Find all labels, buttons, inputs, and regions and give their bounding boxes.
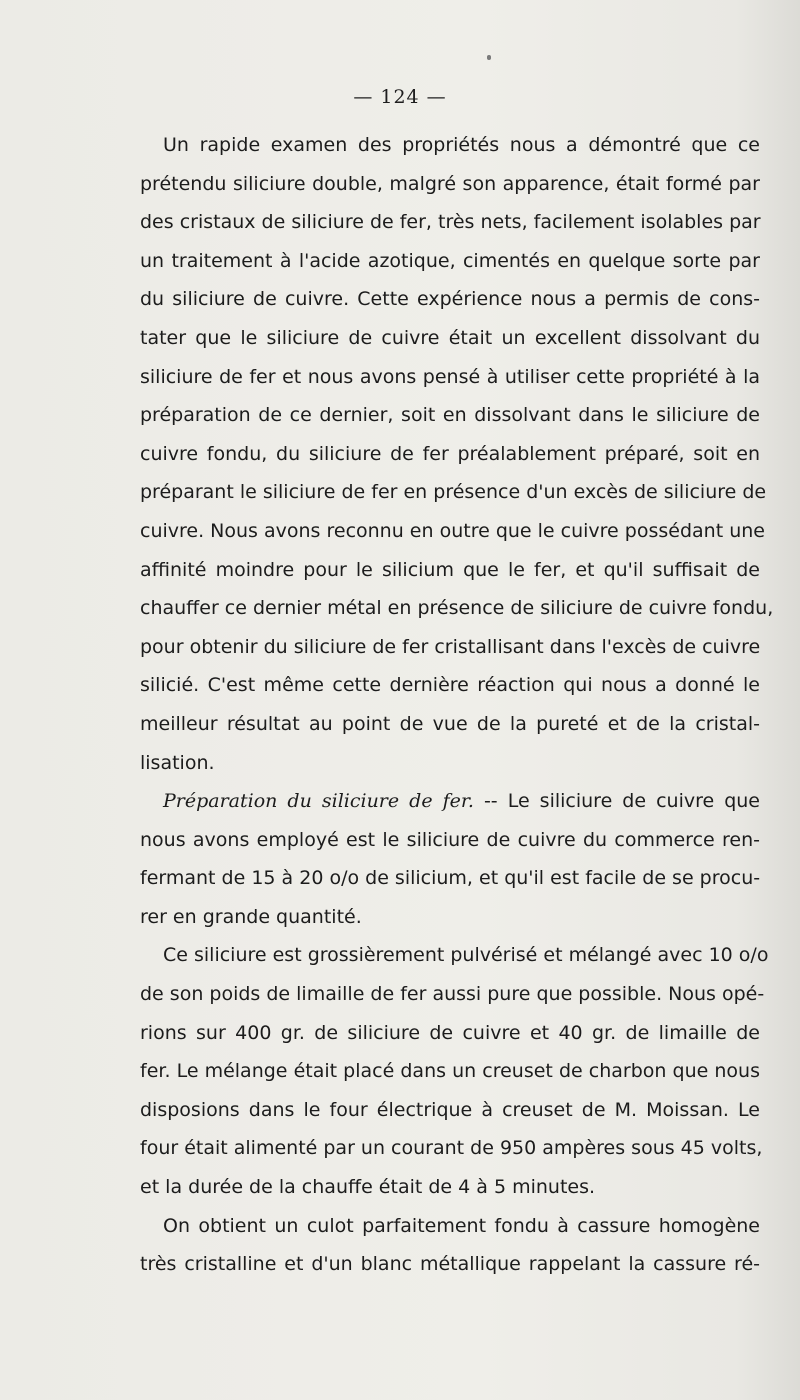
text-line: Un rapide examen des propriétés nous a démontré que ce xyxy=(163,134,760,156)
text-line: rions sur 400 gr. de siliciure de cuivre et 40 gr. de limaille de xyxy=(140,1021,760,1044)
text-line: disposions dans le four électrique à creuset de M. Moissan. Le xyxy=(140,1098,760,1121)
text-line: rer en grande quantité. xyxy=(140,905,362,928)
text-line: prétendu siliciure double, malgré son apparence, était formé par xyxy=(140,172,760,195)
section-heading: Préparation du siliciure de fer. xyxy=(163,790,474,813)
text-line: tater que le siliciure de cuivre était un excellent dissolvant du xyxy=(140,326,760,349)
text-line: des cristaux de siliciure de fer, très nets, facilement isolables par xyxy=(140,211,761,234)
text-line: Ce siliciure est grossièrement pulvérisé et mélangé avec 10 o/o xyxy=(163,944,769,967)
text-line: du siliciure de cuivre. Cette expérience nous a permis de cons- xyxy=(140,288,760,311)
text-line: et la durée de la chauffe était de 4 à 5 minutes. xyxy=(140,1176,596,1199)
text-line: fer. Le mélange était placé dans un creuset de charbon que nous xyxy=(140,1060,760,1083)
text-line: pour obtenir du siliciure de fer cristallisant dans l'excès de cuivre xyxy=(140,635,761,658)
text-line: meilleur résultat au point de vue de la pureté et de la cristal- xyxy=(140,712,760,735)
text-line: cuivre. Nous avons reconnu en outre que le cuivre possédant une xyxy=(140,519,765,542)
heading-dash: -- xyxy=(473,790,508,813)
text-line: un traitement à l'acide azotique, cimentés en quelque sorte par xyxy=(140,249,760,272)
text-line: préparation de ce dernier, soit en dissolvant dans le siliciure de xyxy=(140,404,760,427)
text-line: nous avons employé est le siliciure de cuivre du commerce ren- xyxy=(140,828,760,851)
text-line: On obtient un culot parfaitement fondu à cassure homogène xyxy=(163,1214,760,1237)
text-line: de son poids de limaille de fer aussi pure que possible. Nous opé- xyxy=(140,983,765,1006)
text-line: préparant le siliciure de fer en présence d'un excès de siliciure de xyxy=(140,481,767,504)
text-line: silicié. C'est même cette dernière réaction qui nous a donné le xyxy=(140,674,760,697)
text-line: siliciure de fer et nous avons pensé à utiliser cette propriété à la xyxy=(140,365,760,388)
text-line: cuivre fondu, du siliciure de fer préalablement préparé, soit en xyxy=(140,442,760,465)
text-line: très cristalline et d'un blanc métallique rappelant la cassure ré- xyxy=(140,1253,760,1276)
text-line: lisation. xyxy=(140,751,215,774)
text-fragment: Le siliciure de cuivre que xyxy=(507,790,760,813)
page-number: — 124 — xyxy=(353,86,447,108)
section-heading-line xyxy=(140,782,760,821)
ink-speck xyxy=(487,55,491,60)
text-line: affinité moindre pour le silicium que le fer, et qu'il suffisait de xyxy=(140,558,760,581)
text-line: four était alimenté par un courant de 950 ampères sous 45 volts, xyxy=(140,1137,763,1160)
body-text xyxy=(140,126,774,1284)
text-line: fermant de 15 à 20 o/o de silicium, et qu'il est facile de se procu- xyxy=(140,867,761,890)
text-line: chauffer ce dernier métal en présence de siliciure de cuivre fondu, xyxy=(140,597,774,620)
